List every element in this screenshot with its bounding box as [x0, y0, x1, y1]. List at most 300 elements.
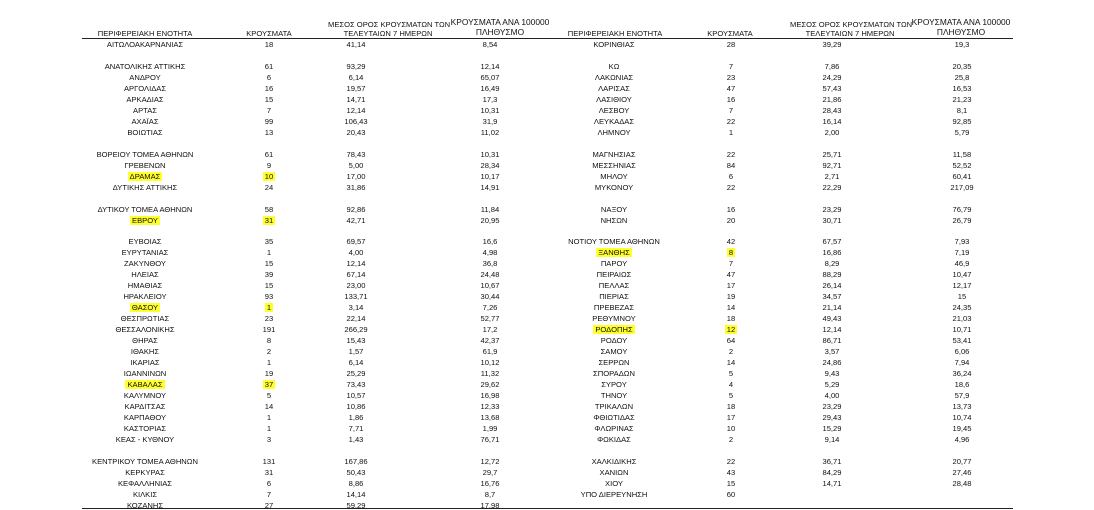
row-per-100k-value: 21,23 — [952, 95, 972, 104]
row-cases-value: 35 — [264, 237, 274, 246]
row-per-100k-value: 26,79 — [952, 216, 972, 225]
row-avg-7day-value: 84,29 — [822, 468, 842, 477]
row-per-100k-value: 7,26 — [482, 303, 498, 312]
row-cases-value: 1 — [728, 128, 734, 137]
row-cases-value: 42 — [726, 237, 736, 246]
row-per-100k-value: 28,34 — [480, 161, 500, 170]
highlight-mark: ΡΟΔΟΠΗΣ — [595, 325, 633, 334]
row-region-name: ΑΝΔΡΟΥ — [129, 73, 161, 82]
row-per-100k-value: 6,06 — [954, 347, 970, 356]
row-region-name: ΦΩΚΙΔΑΣ — [597, 435, 631, 444]
row-per-100k-value: 21,03 — [952, 314, 972, 323]
row-cases-value: 39 — [264, 270, 274, 279]
row-cases-value: 16 — [726, 205, 736, 214]
header-cases-left: ΚΡΟΥΣΜΑΤΑ — [246, 29, 292, 38]
row-avg-7day-value: 12,14 — [346, 259, 366, 268]
row-avg-7day-value: 39,29 — [822, 40, 842, 49]
row-region-name: ΙΚΑΡΙΑΣ — [130, 358, 160, 367]
row-cases-value: 10 — [726, 424, 736, 433]
row-cases-value: 31 — [264, 468, 274, 477]
row-region-name: ΝΑΞΟΥ — [600, 205, 628, 214]
row-avg-7day-value: 59,29 — [346, 501, 366, 510]
row-per-100k-value: 76,71 — [480, 435, 500, 444]
row-region-name: ΑΝΑΤΟΛΙΚΗΣ ΑΤΤΙΚΗΣ — [104, 62, 186, 71]
row-avg-7day-value: 21,86 — [822, 95, 842, 104]
row-avg-7day-value: 266,29 — [344, 325, 368, 334]
row-avg-7day-value: 29,43 — [822, 413, 842, 422]
row-region-name: ΑΙΤΩΛΟΑΚΑΡΝΑΝΙΑΣ — [106, 40, 184, 49]
row-cases-value: 6 — [728, 172, 734, 181]
row-region-name: ΧΑΝΙΩΝ — [599, 468, 629, 477]
row-avg-7day-value: 8,86 — [348, 479, 364, 488]
row-per-100k-value: 42,37 — [480, 336, 500, 345]
row-per-100k-value: 24,48 — [480, 270, 500, 279]
row-avg-7day-value: 57,43 — [822, 84, 842, 93]
row-avg-7day-value: 4,00 — [348, 248, 364, 257]
row-avg-7day-value: 106,43 — [344, 117, 368, 126]
row-region-name: ΚΙΛΚΙΣ — [132, 490, 158, 499]
row-per-100k-value: 10,12 — [480, 358, 500, 367]
row-avg-7day-value: 17,00 — [346, 172, 366, 181]
row-per-100k-value: 16,76 — [480, 479, 500, 488]
row-avg-7day-value: 6,14 — [348, 73, 364, 82]
row-per-100k-value: 12,14 — [480, 62, 500, 71]
row-region-name: ΔΥΤΙΚΟΥ ΤΟΜΕΑ ΑΘΗΝΩΝ — [97, 205, 193, 214]
row-avg-7day-value: 34,57 — [822, 292, 842, 301]
header-avg-line1-right: ΜΕΣΟΣ ΟΡΟΣ ΚΡΟΥΣΜΑΤΩΝ ΤΩΝ — [790, 20, 913, 29]
row-avg-7day-value: 24,29 — [822, 73, 842, 82]
row-region-name: ΛΑΡΙΣΑΣ — [598, 84, 630, 93]
row-cases-value: 18 — [264, 40, 274, 49]
row-cases-value: 17 — [726, 281, 736, 290]
row-per-100k-value: 19,3 — [954, 40, 970, 49]
row-per-100k-value: 8,7 — [484, 490, 496, 499]
row-avg-7day-value: 31,86 — [346, 183, 366, 192]
header-per100k-line1-right: ΚΡΟΥΣΜΑΤΑ ΑΝΑ 100000 — [911, 17, 1011, 27]
row-avg-7day-value: 78,43 — [346, 150, 366, 159]
row-avg-7day-value: 14,14 — [346, 490, 366, 499]
row-region-name: ΔΥΤΙΚΗΣ ΑΤΤΙΚΗΣ — [112, 183, 178, 192]
row-region-name: ΑΧΑΪΑΣ — [131, 117, 159, 126]
row-avg-7day-value: 2,00 — [824, 128, 840, 137]
row-avg-7day-value: 19,57 — [346, 84, 366, 93]
row-per-100k-value: 16,6 — [482, 237, 498, 246]
header-avg-line1-left: ΜΕΣΟΣ ΟΡΟΣ ΚΡΟΥΣΜΑΤΩΝ ΤΩΝ — [328, 20, 451, 29]
row-per-100k-value: 29,62 — [480, 380, 500, 389]
row-region-name: ΖΑΚΥΝΘΟΥ — [124, 259, 166, 268]
row-cases-value: 6 — [266, 479, 272, 488]
row-cases-value: 2 — [266, 347, 272, 356]
row-cases-value: 3 — [266, 435, 272, 444]
row-region-name: ΣΕΡΡΩΝ — [598, 358, 630, 367]
row-region-name: ΛΗΜΝΟΥ — [597, 128, 631, 137]
row-avg-7day-value: 25,71 — [822, 150, 842, 159]
row-region-name: ΚΕΦΑΛΛΗΝΙΑΣ — [117, 479, 173, 488]
row-per-100k-value: 4,98 — [482, 248, 498, 257]
row-avg-7day-value: 7,71 — [348, 424, 364, 433]
row-cases-value: 5 — [728, 391, 734, 400]
row-cases-value: 22 — [726, 117, 736, 126]
row-per-100k-value: 10,47 — [952, 270, 972, 279]
header-per100k-line1-left: ΚΡΟΥΣΜΑΤΑ ΑΝΑ 100000 — [450, 17, 550, 27]
row-region-name: ΓΡΕΒΕΝΩΝ — [124, 161, 166, 170]
row-avg-7day-value: 12,14 — [822, 325, 842, 334]
row-avg-7day-value: 93,29 — [346, 62, 366, 71]
row-cases-value: 18 — [726, 402, 736, 411]
row-region-name: ΤΗΝΟΥ — [600, 391, 628, 400]
row-avg-7day-value: 36,71 — [822, 457, 842, 466]
row-region-name: ΗΛΕΙΑΣ — [131, 270, 159, 279]
row-avg-7day-value: 10,57 — [346, 391, 366, 400]
row-avg-7day-value: 14,71 — [822, 479, 842, 488]
row-per-100k-value: 13,68 — [480, 413, 500, 422]
row-cases-value: 14 — [726, 358, 736, 367]
row-region-name: ΕΥΒΟΙΑΣ — [128, 237, 162, 246]
row-avg-7day-value: 23,29 — [822, 402, 842, 411]
row-cases-value: 15 — [264, 259, 274, 268]
row-cases-value: 19 — [726, 292, 736, 301]
row-cases-value: 22 — [726, 183, 736, 192]
row-region-name: ΗΜΑΘΙΑΣ — [127, 281, 163, 290]
row-avg-7day-value: 22,29 — [822, 183, 842, 192]
row-cases-value: 1 — [266, 413, 272, 422]
row-per-100k-value: 46,9 — [954, 259, 970, 268]
row-cases-value: 2 — [728, 347, 734, 356]
row-region-name: ΗΡΑΚΛΕΙΟΥ — [123, 292, 167, 301]
row-region-name: ΥΠΟ ΔΙΕΡΕΥΝΗΣΗ — [580, 490, 648, 499]
row-region-name: ΧΙΟΥ — [605, 479, 623, 488]
row-cases-value: 13 — [264, 128, 274, 137]
row-avg-7day-value: 1,43 — [348, 435, 364, 444]
row-region-name: ΚΑΡΔΙΤΣΑΣ — [124, 402, 166, 411]
row-cases-value: 93 — [264, 292, 274, 301]
row-avg-7day-value: 69,57 — [346, 237, 366, 246]
row-cases-value: 23 — [264, 314, 274, 323]
row-region-name: ΠΙΕΡΙΑΣ — [599, 292, 629, 301]
row-cases-value: 16 — [264, 84, 274, 93]
row-per-100k-value: 24,35 — [952, 303, 972, 312]
row-per-100k-value: 53,41 — [952, 336, 972, 345]
row-per-100k-value: 30,44 — [480, 292, 500, 301]
row-region-name: ΜΑΓΝΗΣΙΑΣ — [592, 150, 636, 159]
row-avg-7day-value: 23,29 — [822, 205, 842, 214]
row-cases-value: 9 — [266, 161, 272, 170]
row-avg-7day-value: 24,86 — [822, 358, 842, 367]
row-cases-value: 15 — [264, 281, 274, 290]
row-region-name: ΡΟΔΟΥ — [600, 336, 628, 345]
row-per-100k-value: 14,91 — [480, 183, 500, 192]
row-region-name: ΧΑΛΚΙΔΙΚΗΣ — [591, 457, 637, 466]
row-per-100k-value: 11,02 — [480, 128, 500, 137]
header-region-right: ΠΕΡΙΦΕΡΕΙΑΚΗ ΕΝΟΤΗΤΑ — [567, 29, 663, 38]
row-cases-value: 131 — [262, 457, 276, 466]
row-per-100k-value: 8,54 — [482, 40, 498, 49]
row-per-100k-value: 20,77 — [952, 457, 972, 466]
row-region-name: ΚΟΖΑΝΗΣ — [126, 501, 164, 510]
header-region-left: ΠΕΡΙΦΕΡΕΙΑΚΗ ΕΝΟΤΗΤΑ — [97, 29, 193, 38]
row-cases-value: 22 — [726, 150, 736, 159]
row-per-100k-value: 7,94 — [954, 358, 970, 367]
row-region-name: ΒΟΡΕΙΟΥ ΤΟΜΕΑ ΑΘΗΝΩΝ — [96, 150, 194, 159]
row-per-100k-value: 57,9 — [954, 391, 970, 400]
row-region-name: ΛΕΥΚΑΔΑΣ — [593, 117, 635, 126]
row-region-name: ΚΕΑΣ - ΚΥΘΝΟΥ — [115, 435, 175, 444]
row-avg-7day-value: 26,14 — [822, 281, 842, 290]
row-avg-7day-value: 3,57 — [824, 347, 840, 356]
highlight-mark: 8 — [728, 248, 734, 257]
row-per-100k-value: 20,95 — [480, 216, 500, 225]
row-avg-7day-value: 8,29 — [824, 259, 840, 268]
row-per-100k-value: 10,71 — [952, 325, 972, 334]
row-region-name: ΠΕΛΛΑΣ — [598, 281, 630, 290]
row-cases-value: 23 — [726, 73, 736, 82]
highlight-mark: ΔΡΑΜΑΣ — [129, 172, 161, 181]
row-avg-7day-value: 2,71 — [824, 172, 840, 181]
row-avg-7day-value: 67,57 — [822, 237, 842, 246]
row-region-name: ΦΛΩΡΙΝΑΣ — [594, 424, 634, 433]
row-cases-value: 24 — [264, 183, 274, 192]
row-per-100k-value: 12,72 — [480, 457, 500, 466]
row-region-name: ΘΕΣΣΑΛΟΝΙΚΗΣ — [115, 325, 175, 334]
row-cases-value: 27 — [264, 501, 274, 510]
row-cases-value: 64 — [726, 336, 736, 345]
row-region-name: ΠΑΡΟΥ — [600, 259, 628, 268]
row-avg-7day-value: 92,86 — [346, 205, 366, 214]
row-avg-7day-value: 9,14 — [824, 435, 840, 444]
row-cases-value: 1 — [266, 248, 272, 257]
highlight-mark: 31 — [264, 216, 274, 225]
row-avg-7day-value: 4,00 — [824, 391, 840, 400]
header-per100k-line2-left: ΠΛΗΘΥΣΜΟ — [475, 27, 525, 37]
row-region-name: ΤΡΙΚΑΛΩΝ — [594, 402, 634, 411]
row-cases-value: 84 — [726, 161, 736, 170]
row-avg-7day-value: 23,00 — [346, 281, 366, 290]
row-per-100k-value: 60,41 — [952, 172, 972, 181]
row-cases-value: 43 — [726, 468, 736, 477]
row-avg-7day-value: 14,71 — [346, 95, 366, 104]
highlight-mark: 1 — [266, 303, 272, 312]
row-cases-value: 61 — [264, 62, 274, 71]
row-cases-value: 1 — [266, 358, 272, 367]
row-avg-7day-value: 20,43 — [346, 128, 366, 137]
row-cases-value: 17 — [726, 413, 736, 422]
row-avg-7day-value: 3,14 — [348, 303, 364, 312]
row-region-name: ΠΡΕΒΕΖΑΣ — [593, 303, 635, 312]
row-avg-7day-value: 1,86 — [348, 413, 364, 422]
row-per-100k-value: 18,6 — [954, 380, 970, 389]
row-cases-value: 47 — [726, 84, 736, 93]
row-per-100k-value: 17,2 — [482, 325, 498, 334]
row-avg-7day-value: 7,86 — [824, 62, 840, 71]
row-region-name: ΛΑΚΩΝΙΑΣ — [594, 73, 634, 82]
row-avg-7day-value: 21,14 — [822, 303, 842, 312]
row-cases-value: 7 — [728, 62, 734, 71]
row-region-name: ΚΑΡΠΑΘΟΥ — [123, 413, 167, 422]
highlight-mark: 37 — [264, 380, 274, 389]
row-cases-value: 7 — [728, 106, 734, 115]
row-per-100k-value: 17,3 — [482, 95, 498, 104]
row-region-name: ΚΑΛΥΜΝΟΥ — [123, 391, 167, 400]
row-region-name: ΠΕΙΡΑΙΩΣ — [596, 270, 632, 279]
row-cases-value: 7 — [266, 106, 272, 115]
row-per-100k-value: 10,17 — [480, 172, 500, 181]
row-cases-value: 47 — [726, 270, 736, 279]
header-rule — [82, 38, 1013, 39]
row-avg-7day-value: 12,14 — [346, 106, 366, 115]
row-region-name: ΚΟΡΙΝΘΙΑΣ — [593, 40, 635, 49]
row-per-100k-value: 20,35 — [952, 62, 972, 71]
row-per-100k-value: 36,24 — [952, 369, 972, 378]
row-avg-7day-value: 28,43 — [822, 106, 842, 115]
row-per-100k-value: 11,58 — [952, 150, 972, 159]
row-avg-7day-value: 25,29 — [346, 369, 366, 378]
row-region-name: ΑΡΤΑΣ — [133, 106, 157, 115]
row-avg-7day-value: 92,71 — [822, 161, 842, 170]
row-per-100k-value: 19,45 — [952, 424, 972, 433]
row-per-100k-value: 10,74 — [952, 413, 972, 422]
highlight-mark: ΚΑΒΑΛΑΣ — [127, 380, 163, 389]
row-region-name: ΘΕΣΠΡΩΤΙΑΣ — [120, 314, 170, 323]
header-per100k-line2-right: ΠΛΗΘΥΣΜΟ — [936, 27, 986, 37]
row-region-name: ΝΗΣΩΝ — [600, 216, 628, 225]
highlight-mark: ΕΒΡΟΥ — [132, 216, 158, 225]
row-per-100k-value: 16,53 — [952, 84, 972, 93]
row-cases-value: 7 — [266, 490, 272, 499]
row-cases-value: 20 — [726, 216, 736, 225]
row-avg-7day-value: 15,43 — [346, 336, 366, 345]
row-per-100k-value: 11,84 — [480, 205, 500, 214]
row-cases-value: 2 — [728, 435, 734, 444]
row-cases-value: 8 — [266, 336, 272, 345]
row-region-name: ΝΟΤΙΟΥ ΤΟΜΕΑ ΑΘΗΝΩΝ — [568, 237, 660, 246]
header-avg-line2-right: ΤΕΛΕΥΤΑΙΩΝ 7 ΗΜΕΡΩΝ — [805, 29, 895, 38]
row-per-100k-value: 61,9 — [482, 347, 498, 356]
highlight-mark: ΘΑΣΟΥ — [131, 303, 159, 312]
row-cases-value: 18 — [726, 314, 736, 323]
row-per-100k-value: 7,93 — [954, 237, 970, 246]
row-avg-7day-value: 67,14 — [346, 270, 366, 279]
row-avg-7day-value: 15,29 — [822, 424, 842, 433]
row-per-100k-value: 17,98 — [480, 501, 500, 510]
row-cases-value: 6 — [266, 73, 272, 82]
row-per-100k-value: 1,99 — [482, 424, 498, 433]
row-per-100k-value: 10,31 — [480, 106, 500, 115]
row-avg-7day-value: 16,14 — [822, 117, 842, 126]
row-per-100k-value: 31,9 — [482, 117, 498, 126]
row-per-100k-value: 27,46 — [952, 468, 972, 477]
row-per-100k-value: 8,1 — [956, 106, 968, 115]
row-per-100k-value: 16,98 — [480, 391, 500, 400]
row-per-100k-value: 76,79 — [952, 205, 972, 214]
row-per-100k-value: 12,17 — [952, 281, 972, 290]
row-region-name: ΣΑΜΟΥ — [600, 347, 628, 356]
row-per-100k-value: 28,48 — [952, 479, 972, 488]
row-region-name: ΙΘΑΚΗΣ — [130, 347, 160, 356]
row-cases-value: 1 — [266, 424, 272, 433]
row-region-name: ΜΥΚΟΝΟΥ — [594, 183, 634, 192]
row-region-name: ΡΕΘΥΜΝΟΥ — [592, 314, 636, 323]
row-cases-value: 19 — [264, 369, 274, 378]
row-cases-value: 5 — [266, 391, 272, 400]
row-avg-7day-value: 86,71 — [822, 336, 842, 345]
row-per-100k-value: 7,19 — [954, 248, 970, 257]
row-cases-value: 14 — [726, 303, 736, 312]
row-cases-value: 60 — [726, 490, 736, 499]
row-avg-7day-value: 88,29 — [822, 270, 842, 279]
row-region-name: ΣΠΟΡΑΔΩΝ — [593, 369, 635, 378]
row-cases-value: 58 — [264, 205, 274, 214]
row-region-name: ΜΗΛΟΥ — [600, 172, 628, 181]
row-avg-7day-value: 6,14 — [348, 358, 364, 367]
row-region-name: ΒΟΙΩΤΙΑΣ — [127, 128, 163, 137]
row-region-name: ΑΡΓΟΛΙΔΑΣ — [123, 84, 167, 93]
row-avg-7day-value: 9,43 — [824, 369, 840, 378]
header-cases-right: ΚΡΟΥΣΜΑΤΑ — [707, 29, 753, 38]
row-per-100k-value: 29,7 — [482, 468, 498, 477]
row-avg-7day-value: 73,43 — [346, 380, 366, 389]
row-region-name: ΣΥΡΟΥ — [601, 380, 627, 389]
row-avg-7day-value: 30,71 — [822, 216, 842, 225]
row-avg-7day-value: 167,86 — [344, 457, 368, 466]
row-per-100k-value: 36,8 — [482, 259, 498, 268]
row-per-100k-value: 25,8 — [954, 73, 970, 82]
row-avg-7day-value: 22,14 — [346, 314, 366, 323]
highlight-mark: ΞΑΝΘΗΣ — [598, 248, 630, 257]
row-cases-value: 99 — [264, 117, 274, 126]
row-avg-7day-value: 5,00 — [348, 161, 364, 170]
row-region-name: ΦΘΙΩΤΙΔΑΣ — [593, 413, 635, 422]
row-cases-value: 4 — [728, 380, 734, 389]
row-region-name: ΚΕΡΚΥΡΑΣ — [125, 468, 165, 477]
row-per-100k-value: 4,96 — [954, 435, 970, 444]
row-region-name: ΚΩ — [608, 62, 620, 71]
header-avg-line2-left: ΤΕΛΕΥΤΑΙΩΝ 7 ΗΜΕΡΩΝ — [343, 29, 433, 38]
row-region-name: ΚΑΣΤΟΡΙΑΣ — [123, 424, 167, 433]
row-cases-value: 16 — [726, 95, 736, 104]
row-cases-value: 15 — [264, 95, 274, 104]
highlight-mark: 12 — [726, 325, 736, 334]
row-avg-7day-value: 49,43 — [822, 314, 842, 323]
row-avg-7day-value: 16,86 — [822, 248, 842, 257]
row-per-100k-value: 11,32 — [480, 369, 500, 378]
row-per-100k-value: 92,85 — [952, 117, 972, 126]
row-cases-value: 191 — [262, 325, 276, 334]
row-per-100k-value: 15 — [957, 292, 967, 301]
row-avg-7day-value: 1,57 — [348, 347, 364, 356]
row-region-name: ΑΡΚΑΔΙΑΣ — [126, 95, 164, 104]
row-region-name: ΛΕΣΒΟΥ — [598, 106, 630, 115]
highlight-mark: 10 — [264, 172, 274, 181]
row-per-100k-value: 5,79 — [954, 128, 970, 137]
row-avg-7day-value: 42,71 — [346, 216, 366, 225]
row-per-100k-value: 10,67 — [480, 281, 500, 290]
row-per-100k-value: 13,73 — [952, 402, 972, 411]
row-per-100k-value: 16,49 — [480, 84, 500, 93]
row-region-name: ΚΕΝΤΡΙΚΟΥ ΤΟΜΕΑ ΑΘΗΝΩΝ — [92, 457, 198, 466]
row-cases-value: 15 — [726, 479, 736, 488]
row-avg-7day-value: 5,29 — [824, 380, 840, 389]
row-region-name: ΘΗΡΑΣ — [132, 336, 158, 345]
row-per-100k-value: 10,31 — [480, 150, 500, 159]
row-region-name: ΕΥΡΥΤΑΝΙΑΣ — [121, 248, 169, 257]
row-avg-7day-value: 41,14 — [346, 40, 366, 49]
row-per-100k-value: 217,09 — [950, 183, 974, 192]
row-per-100k-value: 65,07 — [480, 73, 500, 82]
row-avg-7day-value: 10,86 — [346, 402, 366, 411]
row-region-name: ΙΩΑΝΝΙΝΩΝ — [123, 369, 167, 378]
row-per-100k-value: 12,33 — [480, 402, 500, 411]
row-cases-value: 7 — [728, 259, 734, 268]
